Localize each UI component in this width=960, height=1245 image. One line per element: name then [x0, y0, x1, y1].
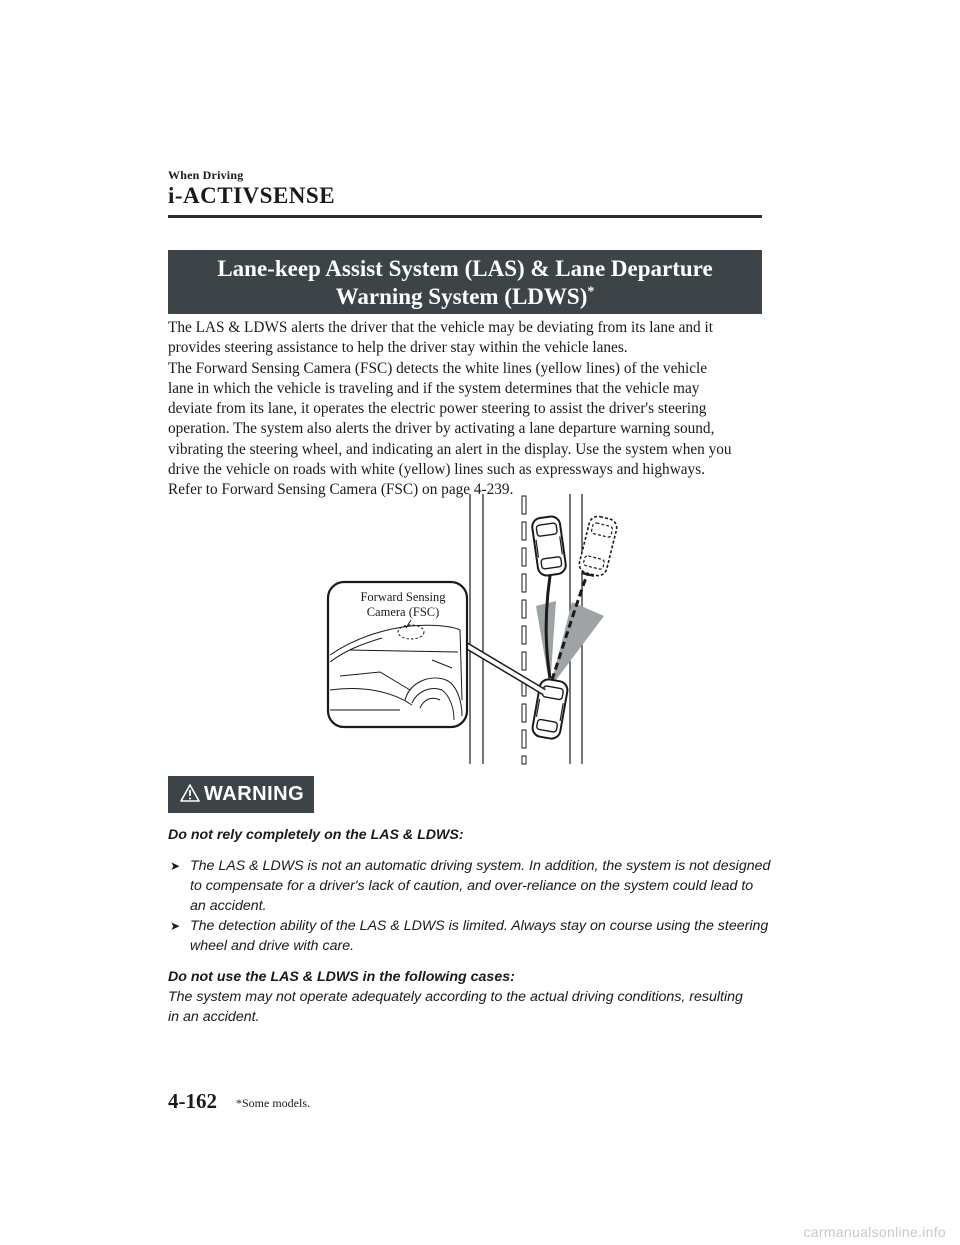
- las-ldws-diagram: [300, 492, 640, 768]
- section-title-line-1: Lane-keep Assist System (LAS) & Lane Departure: [217, 256, 713, 281]
- lane-dash: [522, 522, 526, 540]
- lane-dash: [522, 730, 526, 748]
- lane-dash: [522, 600, 526, 618]
- warning-heading-rely: Do not rely completely on the LAS & LDWS:: [168, 827, 464, 843]
- bullet-line: an accident.: [190, 898, 267, 914]
- camera-detection-zone-right: [550, 602, 604, 688]
- lane-dash: [522, 626, 526, 644]
- section-title-line-2: [168, 282, 762, 311]
- intro-line: The Forward Sensing Camera (FSC) detects the white lines (yellow lines) of the vehicle: [168, 359, 708, 377]
- warning-badge: [168, 776, 314, 813]
- bullet-arrow-icon: ➤: [170, 859, 181, 873]
- lane-dash: [522, 704, 526, 722]
- intro-line: Refer to Forward Sensing Camera (FSC) on page 4-239.: [168, 481, 514, 499]
- bullet-line: wheel and drive with care.: [190, 938, 355, 954]
- intro-line: operation. The system also alerts the driver by activating a lane departure warning sound,: [168, 420, 715, 438]
- camera-callout-line-1: Forward Sensing: [360, 590, 446, 604]
- section-title-banner: [168, 250, 762, 314]
- bullet-line: to compensate for a driver's lack of caution, and over-reliance on the system could lead to: [190, 878, 754, 894]
- chapter-divider: [168, 215, 762, 218]
- intro-line: drive the vehicle on roads with white (yellow) lines such as expressways and highways.: [168, 461, 705, 479]
- section-label: When Driving: [168, 168, 244, 182]
- section-title-line-2-text: Warning System (LDWS): [335, 284, 588, 309]
- warning-para-line: The system may not operate adequately according to the actual driving conditions, resulting: [168, 989, 743, 1005]
- chapter-title: i-ACTIVSENSE: [168, 183, 336, 208]
- car-top-left: [531, 515, 567, 576]
- lane-dash: [522, 574, 526, 592]
- intro-line: vibrating the steering wheel, and indicating an alert in the display. Use the system when you: [168, 440, 732, 458]
- bullet-arrow-icon: ➤: [170, 919, 181, 933]
- footnote: *Some models.: [236, 1096, 310, 1110]
- lane-dashes: [522, 496, 526, 764]
- camera-callout-line-2: Camera (FSC): [366, 605, 440, 619]
- lane-dash: [522, 548, 526, 566]
- some-models-mark: *: [587, 284, 595, 300]
- warning-para-line: in an accident.: [168, 1009, 260, 1025]
- intro-line: deviate from its lane, it operates the electric power steering to assist the driver's steering: [168, 400, 707, 418]
- warning-heading-cases: Do not use the LAS & LDWS in the following cases:: [168, 969, 515, 985]
- bullet-line: The detection ability of the LAS & LDWS is limited. Always stay on course using the steering: [190, 918, 769, 934]
- lane-dash: [522, 756, 526, 764]
- intro-line: lane in which the vehicle is traveling and if the system determines that the vehicle may: [168, 379, 700, 397]
- intro-line: provides steering assistance to help the driver stay within the vehicle lanes.: [168, 339, 628, 357]
- car-top-right-ghost: [577, 514, 618, 577]
- intro-line: The LAS & LDWS alerts the driver that the vehicle may be deviating from its lane and it: [168, 319, 714, 336]
- lane-dash: [522, 652, 526, 670]
- watermark: carmanualsonline.info: [803, 1224, 946, 1240]
- warning-label: WARNING: [204, 783, 305, 805]
- page-number: 4-162: [168, 1089, 217, 1113]
- warning-bullet: [168, 856, 771, 916]
- intro-paragraph: [168, 318, 762, 501]
- lane-dash: [522, 496, 526, 514]
- warning-body: [168, 825, 771, 1027]
- bullet-line: The LAS & LDWS is not an automatic driving system. In addition, the system is not designed: [190, 858, 771, 874]
- warning-triangle-icon: [180, 784, 200, 802]
- warning-bullet: [168, 916, 769, 956]
